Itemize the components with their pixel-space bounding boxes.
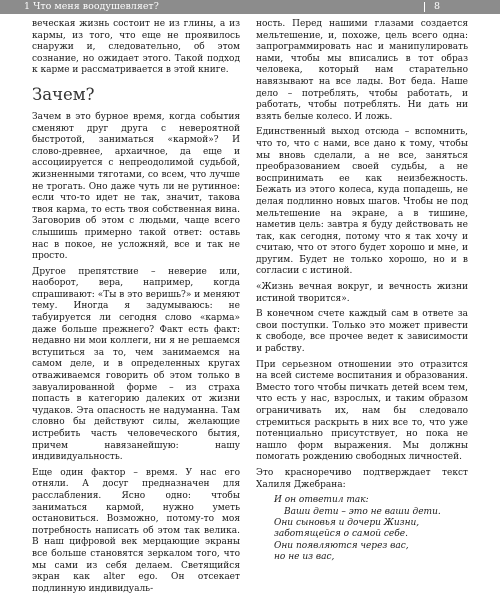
paragraph: При серьезном отношении это отразится на всей системе воспитания и образования. Вместо того чтобы пичкать детей всем тем, что есть у нас, взрослых, и таким образом ограничивать их, нам бы следовало стремиться раскрыть в них все то, что уже потенциально присутствует, но пока не нашло форм выражения. Мы должны помогать рождению свободных личностей. — [256, 359, 468, 463]
poem-quote — [274, 495, 468, 563]
poem-line: заботящейся о самой себе. — [274, 529, 408, 540]
paragraph: ность. Перед нашими глазами создается мельтешение, и, похоже, цель всего одна: запрограммировать нас и манипулировать нами, чтобы мы вписались в тот образ человека, который нам старательно навязывают на все лады. Вот беда. Наше дело – потреблять, чтобы работать, и работать, чтобы потреблять. Ни дать ни взять белые колесо. И ложь. — [256, 19, 468, 122]
paragraph: Единственный выход отсюда – вспомнить, что то, что с нами, все дано к тому, чтобы мы вновь сделали, а не все, заняться преобразованием своей судьбы, а не воспринимать ее как неизбежность. Бежать из этого колеса, куда попадешь, не делая подлинно новых шагов. Чтобы не под мельтешение на экране, а в тишине, наметив цель: завтра я буду действовать не так, как сегодня, потому что я так хочу и считаю, что от этого будет хорошо и мне, и другим. Будет не только хорошо, но и в согласии с истиной. — [256, 127, 468, 277]
poem-line: Они сыновья и дочери Жизни, — [274, 517, 420, 528]
quote-paragraph: «Жизнь вечная вокруг, и вечность жизни истиной творится». — [256, 282, 468, 304]
paragraph: Это красноречиво подтверждает текст Халиля Джебрана: — [256, 467, 468, 490]
section-heading: Зачем? — [32, 84, 95, 104]
poem-line: Они появляются через вас, — [274, 540, 409, 551]
poem-line: Ваши дети – это не ваши дети. — [284, 506, 441, 517]
paragraph: Другое препятствие – неверие или, наоборот, вера, например, когда спрашивают: «Ты в это веришь?» и меняют тему. Иногда я задумываюсь: не табуируется ли сегодня слово «карма» даже больше прежнего? Факт есть факт: недавно ни мои коллеги, ни я не решаемся вступиться за то, чем занимаемся на самом деле, и в определенных кругах отваживаемся говорить об этом только в завуалированной форме – из страха попасть в категорию далеких от жизни чудаков. Эта опасность не надуманна. Там словно бы действуют силы, желающие истребить часть человеческого бытия, причем навязанейшую: нашу индивидуальность. — [32, 266, 240, 463]
paragraph: Еще один фактор – время. У нас его отняли. А досуг предназначен для расслабления. Ясно одно: чтобы заниматься кармой, нужно уметь остановиться. Возможно, потому-то моя потребность написать об этом так велика. В наш цифровой век мерцающие экраны все больше становятся зеркалом того, что мы сами из себя делаем. Светящийся экран как alter ego. Он отсекает подлинную индивидуаль- — [32, 467, 240, 594]
poem-line: И он ответил так: — [274, 495, 369, 506]
poem-line: но не из вас, — [274, 552, 335, 563]
header-divider — [424, 2, 425, 12]
paragraph: В конечном счете каждый сам в ответе за свои поступки. Только это может привести к свободе, все прочее ведет к зависимости и рабству. — [256, 309, 468, 355]
paragraph: Зачем в это бурное время, когда события сменяют друг друга с невероятной быстротой, заниматься «кармой»? И слово-древнее, архаичное, да еще и ассоциируется с непреодолимой судьбой, жизненными тяготами, со всем, что лучше не трогать. Оно даже чуть ли не рутинное: если что-то идет не так, значит, такова твоя карма, то есть твоя собственная вина. Заговорив об этом с людьми, чаще всего слышишь примерно такой ответ: оставь нас в покое, не усложняй, все и так не просто. — [32, 111, 240, 262]
intro-paragraph: вечеcкая жизнь состоит не из глины, а из кармы, из того, что еще не проявилось снаружи и, следовательно, об этом сознание, но ожидает этого. Такой подход к карме и рассматривается в этой книге. — [32, 19, 240, 76]
chapter-title: 1 Что меня воодушевляет? — [24, 1, 159, 12]
page-number: 8 — [434, 1, 441, 12]
left-column — [32, 19, 240, 599]
right-column — [256, 19, 468, 564]
running-header — [0, 0, 500, 14]
